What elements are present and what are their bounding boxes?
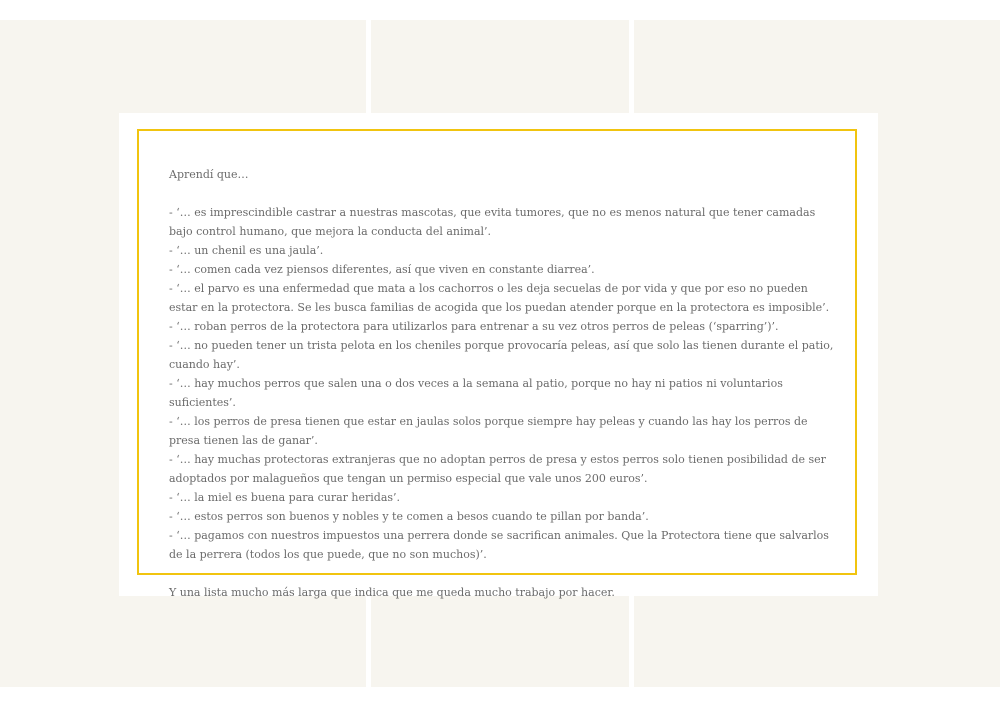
list-item: - ‘… no pueden tener un trista pelota en los cheniles porque provocaría peleas, así que solo las tienen durante el patio, cuando hay’. bbox=[169, 339, 834, 371]
list-item: - ‘… es imprescindible castrar a nuestras mascotas, que evita tumores, que no es menos natural que tener camadas bajo control humano, que mejora la conducta del animal’. bbox=[169, 206, 816, 238]
list-item: - ‘… estos perros son buenos y nobles y te comen a besos cuando te pillan por banda’. bbox=[169, 510, 649, 523]
list-item: - ‘… la miel es buena para curar heridas’. bbox=[169, 491, 401, 504]
quote-frame bbox=[137, 129, 857, 599]
spacer bbox=[169, 184, 837, 203]
list-item: - ‘… hay muchos perros que salen una o dos veces a la semana al patio, porque no hay ni patios ni voluntarios suficientes’. bbox=[169, 377, 783, 409]
list-item: - ‘… roban perros de la protectora para utilizarlos para entrenar a su vez otros perros de peleas (‘sparring’)’. bbox=[169, 320, 779, 333]
list-item: - ‘… el parvo es una enfermedad que mata a los cachorros o les deja secuelas de por vida y que por eso no pueden estar en la protectora. Se les busca familias de acogida que los puedan atender porque en la protectora es imposible’. bbox=[169, 282, 830, 314]
list-item: - ‘… comen cada vez piensos diferentes, así que viven en constante diarrea’. bbox=[169, 263, 595, 276]
article-text bbox=[169, 165, 837, 602]
list-item: - ‘… un chenil es una jaula’. bbox=[169, 244, 324, 257]
intro-paragraph: Aprendí que… bbox=[169, 168, 249, 181]
outro-paragraph: Y una lista mucho más larga que indica que me queda mucho trabajo por hacer. bbox=[169, 586, 615, 599]
list-item: - ‘… pagamos con nuestros impuestos una perrera donde se sacrifican animales. Que la Protectora tiene que salvarlos de la perrera (todos los que puede, que no son muchos)’. bbox=[169, 529, 829, 561]
list-item: - ‘… los perros de presa tienen que estar en jaulas solos porque siempre hay peleas y cuando las hay los perros de presa tienen las de ganar’. bbox=[169, 415, 808, 447]
content-card bbox=[119, 113, 878, 599]
spacer bbox=[169, 564, 837, 583]
list-item: - ‘… hay muchas protectoras extranjeras que no adoptan perros de presa y estos perros solo tienen posibilidad de ser adoptados por malagueños que tengan un permiso especial que vale unos 200 euros’. bbox=[169, 453, 826, 485]
